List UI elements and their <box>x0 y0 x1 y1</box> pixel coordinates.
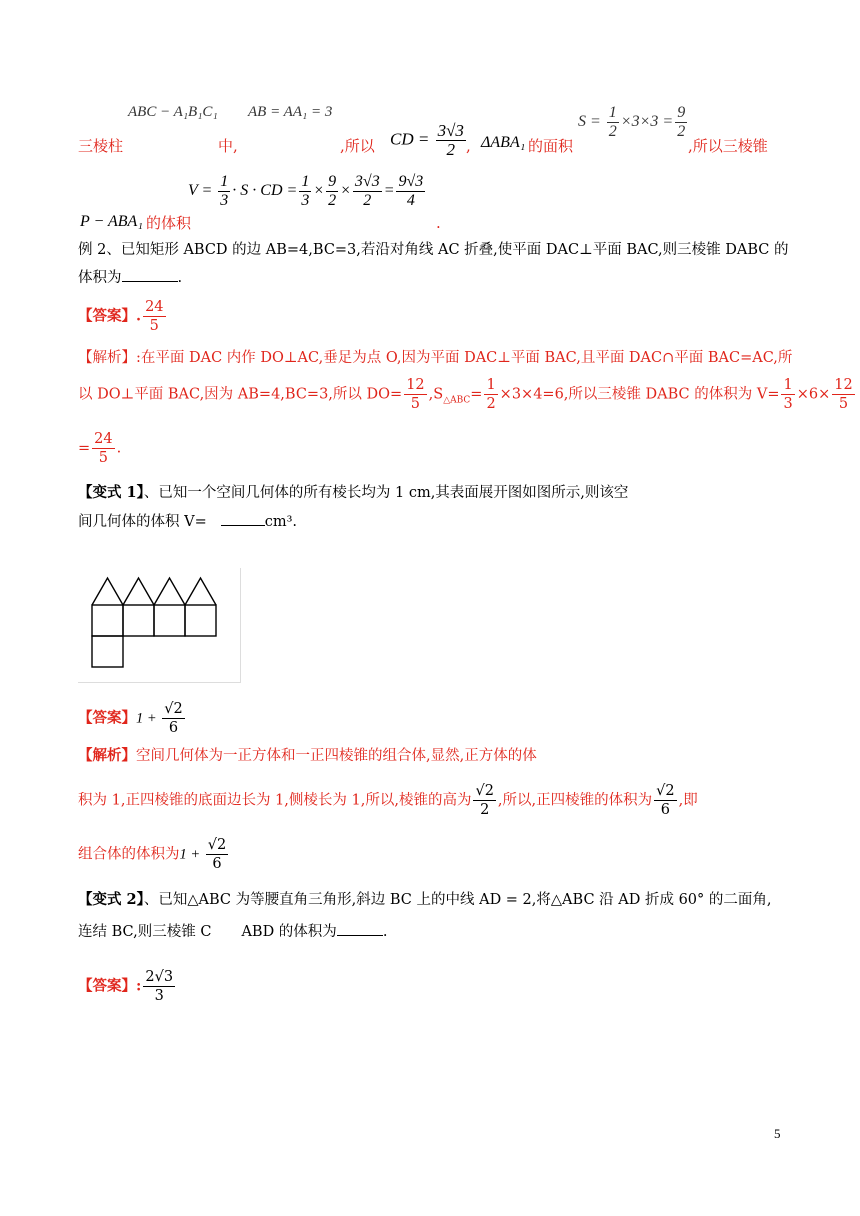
ex2-sol-sub: △ABC <box>443 395 471 406</box>
edge-equation: AB = AA₁ = 3 <box>248 104 333 120</box>
var2-line1 <box>78 890 772 910</box>
v-frac2-n: 1 <box>301 173 310 190</box>
var1-answer-d: 6 <box>162 718 184 737</box>
var1-cv-d: 6 <box>206 854 228 873</box>
cd-eq: CD = <box>390 129 434 149</box>
pyramid-p-aba1: P − ABA₁ <box>80 213 143 230</box>
ex2-sol-line3 <box>78 430 121 467</box>
area-formula <box>578 104 689 141</box>
var2-answer-label: 【答案】: <box>78 977 142 995</box>
area-frac-d: 2 <box>608 123 617 140</box>
ex2-do-frac <box>404 376 426 413</box>
v-frac3 <box>326 173 338 210</box>
ex2-sol-line2 <box>78 376 857 413</box>
var1-line2 <box>78 512 297 532</box>
surface-net-figure <box>78 568 241 683</box>
var1-answer-label: 【答案】 <box>78 709 136 727</box>
ex2-line2-a: 体积为 <box>78 270 122 286</box>
ex2-v2-d: 5 <box>832 394 854 413</box>
var2-answer-d: 3 <box>143 986 175 1005</box>
var1-line2-b: cm³. <box>264 514 298 530</box>
var1-sol-line3-a: 组合体的体积为 <box>78 846 180 863</box>
v-frac1-n: 1 <box>220 173 229 190</box>
ex2-line2-b: . <box>177 270 183 286</box>
var1-line2-a: 间几何体的体积 V= <box>78 514 207 530</box>
var1-cv-frac <box>206 836 228 873</box>
cd-frac <box>436 122 466 159</box>
area-result <box>675 104 687 141</box>
surface-net-svg <box>78 568 240 682</box>
var1-line1 <box>78 483 628 503</box>
v-frac5-n: 9√3 <box>398 173 424 190</box>
v-frac3-d: 2 <box>328 192 337 209</box>
top-line2-end: . <box>436 214 441 232</box>
ex2-line2 <box>78 268 182 288</box>
top-line2-b: 的体积 <box>146 214 192 232</box>
var1-sol-line1 <box>78 746 537 766</box>
net-triangle-3 <box>154 578 185 605</box>
ex2-v2-n: 12 <box>834 377 853 393</box>
var1-answer-a: 1 + <box>136 710 161 727</box>
ex2-do-n: 12 <box>406 377 425 393</box>
area-tail: ×3×3 = <box>620 113 674 131</box>
net-square-bottom <box>92 636 123 667</box>
var1-sol-line1-text: 空间几何体为一正方体和一正四棱锥的组合体,显然,正方体的体 <box>136 748 537 764</box>
top-line1-f: ,所以三棱锥 <box>688 137 768 155</box>
var1-answer-n: √2 <box>164 701 183 717</box>
v-frac2-d: 3 <box>301 192 310 209</box>
cd-formula <box>390 122 468 159</box>
net-square-3 <box>154 605 185 636</box>
top-line1-d: , <box>466 137 471 155</box>
var1-sol-line2 <box>78 782 698 819</box>
var2-answer-blank <box>337 935 383 936</box>
var1-pv-n: √2 <box>656 783 675 799</box>
triangle-aba1: ΔABA₁ <box>481 134 526 151</box>
top-line1-b: 中, <box>218 137 238 155</box>
var1-pv-frac <box>654 782 676 819</box>
v-eq: V = <box>188 182 217 200</box>
v-frac4-d: 2 <box>353 191 382 210</box>
var2-line2-a: 连结 BC,则三棱锥 C <box>78 924 212 940</box>
area-s-eq: S = <box>578 113 605 131</box>
var2-line2-c: . <box>382 924 388 940</box>
area-frac <box>607 104 619 141</box>
v-frac5 <box>396 173 425 210</box>
var1-answer <box>78 700 187 737</box>
v-frac4-n: 3√3 <box>354 173 380 190</box>
var1-sol-line2-c: ,即 <box>678 792 698 809</box>
ex2-line1: 例 2、已知矩形 ABCD 的边 AB=4,BC=3,若沿对角线 AC 折叠,使平面 DAC⊥平面 BAC,则三棱锥 DABC 的 <box>78 242 789 258</box>
ex2-s-frac <box>484 376 497 413</box>
net-square-2 <box>123 605 154 636</box>
ex2-r-frac <box>92 430 114 467</box>
ex2-sol-line3-a: = <box>78 440 91 457</box>
var2-line2 <box>78 922 387 942</box>
var1-sol-line3 <box>78 836 230 873</box>
area-result-n: 9 <box>677 104 686 121</box>
page-number: 5 <box>774 1126 781 1141</box>
var2-line2-b: ABD 的体积为 <box>241 924 337 940</box>
var1-sol-label: 【解析】 <box>78 747 136 764</box>
ex2-sol-line2-a: 以 DO⊥平面 BAC,因为 AB=4,BC=3,所以 DO= <box>78 386 403 403</box>
var1-answer-blank <box>221 525 265 526</box>
area-frac-n: 1 <box>608 104 617 121</box>
ex2-sol-line2-b: ,S <box>428 386 444 403</box>
top-line1-a: 三棱柱 <box>78 137 124 155</box>
ex2-answer-label: 【答案】. <box>78 307 142 325</box>
ex2-v-d: 3 <box>783 396 793 412</box>
net-triangle-1 <box>92 578 123 605</box>
ex2-r-d: 5 <box>92 448 114 467</box>
net-square-4 <box>185 605 216 636</box>
var1-sol-line3-b: 1 + <box>179 846 204 863</box>
ex2-answer-frac <box>143 298 165 335</box>
ex2-v-n: 1 <box>783 377 793 393</box>
var2-answer <box>78 968 177 1005</box>
ex2-sol-line3-b: . <box>116 440 122 457</box>
v-frac1-d: 3 <box>220 192 229 209</box>
var1-title: 【变式 1】 <box>78 484 144 501</box>
net-square-1 <box>92 605 123 636</box>
v-frac4 <box>353 173 382 210</box>
net-triangle-2 <box>123 578 154 605</box>
var1-line1-text: 、已知一个空间几何体的所有棱长均为 1 cm,其表面展开图如图所示,则该空 <box>143 485 629 501</box>
var2-answer-frac <box>143 968 175 1005</box>
v-frac2 <box>299 173 311 210</box>
prism-label: ABC − A₁B₁C₁ <box>128 104 218 120</box>
ex2-answer-d: 5 <box>143 316 165 335</box>
ex2-sol-line2-d: ×3×4=6,所以三棱锥 DABC 的体积为 V= <box>499 386 780 403</box>
volume-formula: V = $\frac{1}{3}$ · S · CD = $\frac{1}{3}$ × $\frac{9}{2}$ × $\frac{3√3}{2}$ = $\frac{9√3}{4}$ <box>188 173 424 209</box>
var1-pv-d: 6 <box>654 800 676 819</box>
var2-title: 【变式 2】 <box>78 891 144 908</box>
var2-line1-text: 、已知△ABC 为等腰直角三角形,斜边 BC 上的中线 AD = 2,将△ABC 沿 AD 折成 60° 的二面角, <box>143 892 772 908</box>
v-mid: · S · CD = <box>232 182 298 200</box>
var1-answer-frac <box>162 700 184 737</box>
var1-sol-line2-a: 积为 1,正四棱锥的底面边长为 1,侧棱长为 1,所以,棱锥的高为 <box>78 792 472 809</box>
ex2-r-n: 24 <box>94 431 113 447</box>
cd-frac-d: 2 <box>436 140 466 159</box>
ex2-do-d: 5 <box>404 394 426 413</box>
area-result-d: 2 <box>677 123 686 140</box>
ex2-answer-n: 24 <box>145 299 164 315</box>
ex2-answer <box>78 298 168 335</box>
ex2-answer-blank <box>122 281 178 282</box>
ex2-v-frac <box>781 376 794 413</box>
v-frac3-n: 9 <box>328 173 337 190</box>
ex2-v2-frac <box>832 376 854 413</box>
var1-h-frac <box>473 782 495 819</box>
var1-h-d: 2 <box>473 800 495 819</box>
v-frac1 <box>218 173 230 210</box>
ex2-s-d: 2 <box>486 396 496 412</box>
var1-sol-line2-b: ,所以,正四棱锥的体积为 <box>497 792 653 809</box>
var2-answer-n: 2√3 <box>145 969 174 985</box>
ex2-s-n: 1 <box>486 377 496 393</box>
ex2-sol-line2-c: = <box>470 386 483 403</box>
net-triangle-4 <box>185 578 216 605</box>
var1-cv-n: √2 <box>207 837 227 853</box>
top-line1-c: ,所以 <box>340 137 375 155</box>
cd-frac-n: 3√3 <box>437 121 464 140</box>
top-line1-e: 的面积 <box>528 137 574 155</box>
v-frac5-d: 4 <box>396 191 425 210</box>
ex2-sol-line1: 【解析】:在平面 DAC 内作 DO⊥AC,垂足为点 O,因为平面 DAC⊥平面 BAC,且平面 DAC∩平面 BAC=AC,所 <box>78 350 793 366</box>
var1-h-n: √2 <box>475 783 494 799</box>
ex2-sol-line2-e: ×6× <box>796 386 831 403</box>
